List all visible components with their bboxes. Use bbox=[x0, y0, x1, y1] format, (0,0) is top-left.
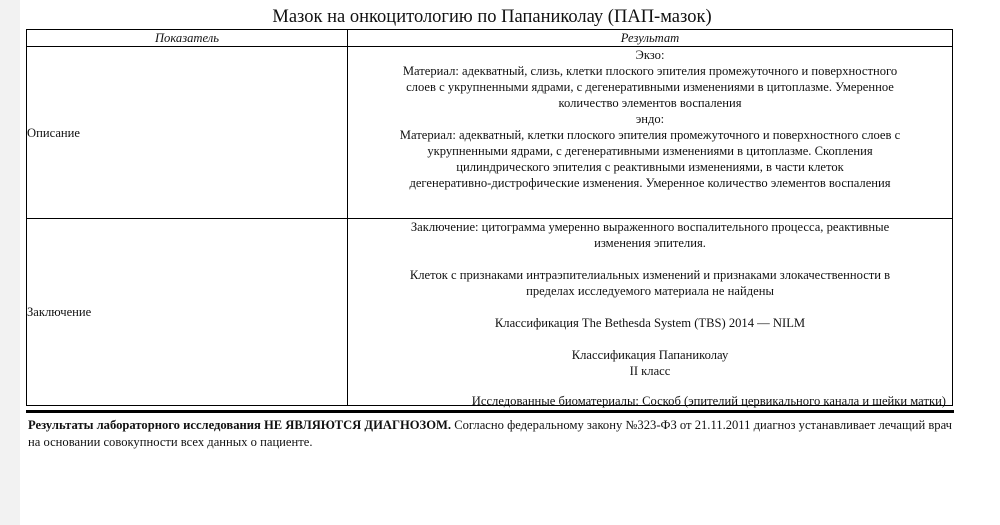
description-line: слоев с укрупненными ядрами, с дегенеративными изменениями в цитоплазме. Умеренное bbox=[406, 80, 894, 94]
description-line: Материал: адекватный, клетки плоского эпителия промежуточного и поверхностного слоев с bbox=[399, 128, 901, 142]
conclusion-line: Клеток с признаками интраэпителиальных изменений и признаками злокачественности в bbox=[409, 268, 891, 282]
conclusion-line: Классификация The Bethesda System (TBS) 2014 — NILM bbox=[494, 316, 806, 330]
conclusion-line: Классификация Папаниколау bbox=[571, 348, 729, 362]
table-row-description bbox=[27, 47, 953, 219]
description-line: количество элементов воспаления bbox=[558, 96, 742, 110]
description-line: укрупненными ядрами, с дегенеративными изменениями в цитоплазме. Скопления bbox=[427, 144, 873, 158]
description-line: Экзо: bbox=[635, 48, 665, 62]
conclusion-spacer bbox=[348, 251, 952, 267]
description-line: Материал: адекватный, слизь, клетки плоского эпителия промежуточного и поверхностного bbox=[402, 64, 898, 78]
biomaterials-note: Исследованные биоматериалы: Соскоб (эпителий цервикального канала и шейки матки) bbox=[471, 394, 946, 408]
description-line: цилиндрического эпителия с реактивными изменениями, в части клеток bbox=[456, 160, 844, 174]
conclusion-label: Заключение bbox=[27, 219, 348, 406]
table-header-row bbox=[27, 30, 953, 47]
conclusion-spacer bbox=[348, 331, 952, 347]
description-text bbox=[348, 47, 953, 219]
disclaimer bbox=[28, 417, 954, 451]
disclaimer-text: Согласно федеральному закону №323-ФЗ от 21.11.2011 диагноз устанавливает лечащий врач на основании совокупности всех данных о пациенте. bbox=[28, 418, 952, 449]
page-title: Мазок на онкоцитологию по Папаниколау (ПАП-мазок) bbox=[272, 7, 712, 27]
header-indicator: Показатель bbox=[27, 30, 348, 47]
header-result: Результат bbox=[348, 30, 953, 47]
disclaimer-bold: Результаты лабораторного исследования НЕ ЯВЛЯЮТСЯ ДИАГНОЗОМ. bbox=[28, 418, 452, 432]
divider bbox=[26, 410, 954, 413]
conclusion-line: II класс bbox=[629, 364, 671, 378]
description-line: эндо: bbox=[635, 112, 665, 126]
table-row-conclusion bbox=[27, 219, 953, 406]
results-table bbox=[26, 29, 953, 406]
conclusion-line: Заключение: цитограмма умеренно выраженного воспалительного процесса, реактивные bbox=[410, 220, 890, 234]
conclusion-line: изменения эпителия. bbox=[594, 236, 706, 250]
conclusion-line: пределах исследуемого материала не найдены bbox=[526, 284, 774, 298]
conclusion-spacer bbox=[348, 299, 952, 315]
conclusion-text bbox=[348, 219, 953, 406]
description-line: дегенеративно-дистрофические изменения. Умеренное количество элементов воспаления bbox=[409, 176, 891, 190]
description-label: Описание bbox=[27, 47, 348, 219]
